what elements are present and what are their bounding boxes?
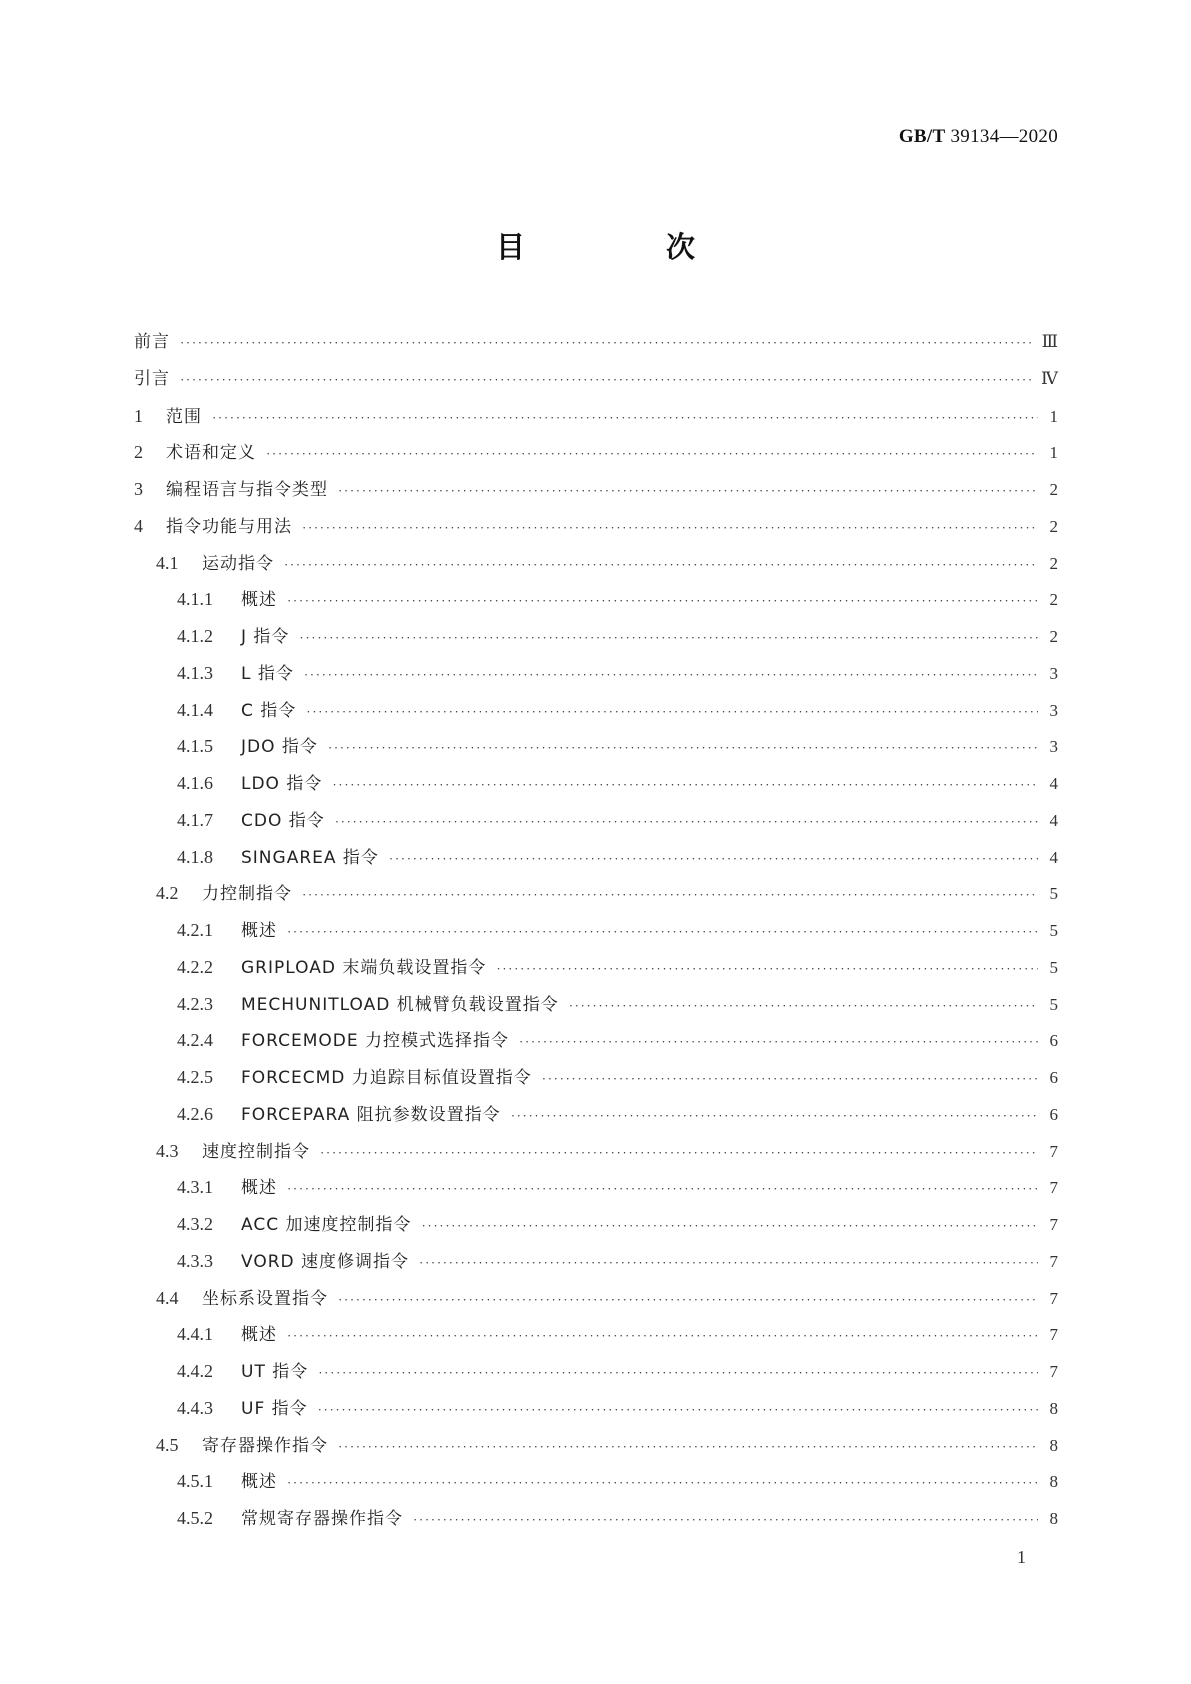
toc-entry-page: 5 — [1049, 884, 1058, 904]
toc-leader-dots — [335, 804, 1038, 841]
toc-entry-page: 4 — [1049, 847, 1058, 867]
toc-leader-dots — [496, 951, 1038, 988]
toc-leader-dots — [306, 694, 1038, 731]
toc-entry-title: FORCEPARA 阻抗参数设置指令 — [241, 1104, 501, 1125]
toc-entry-number: 4.2.3 — [177, 993, 213, 1014]
toc-entry[interactable] — [134, 692, 1058, 729]
toc-entry-title: FORCECMD 力追踪目标值设置指令 — [241, 1068, 532, 1088]
toc-entry-title: 引言 — [134, 368, 170, 389]
toc-entry-page: Ⅳ — [1041, 368, 1058, 388]
toc-entry-page: 5 — [1049, 957, 1058, 977]
toc-leader-dots — [266, 436, 1038, 473]
toc-entry-page: 3 — [1049, 700, 1058, 720]
toc-leader-dots — [419, 1245, 1038, 1282]
toc-entry-title: FORCEMODE 力控模式选择指令 — [241, 1031, 510, 1052]
toc-leader-dots — [338, 473, 1038, 510]
toc-entry-number: 4.2.4 — [177, 1030, 213, 1051]
toc-entry[interactable] — [134, 1390, 1058, 1427]
toc-leader-dots — [542, 1061, 1038, 1098]
toc-entry-number: 4.1.5 — [177, 736, 213, 757]
toc-entry[interactable] — [134, 434, 1058, 471]
toc-entry-number: 4.5 — [156, 1434, 179, 1455]
toc-entry-title: C 指令 — [241, 700, 297, 721]
toc-entry-title: J 指令 — [241, 627, 290, 647]
toc-entry-title: 概述 — [241, 1325, 277, 1346]
toc-entry[interactable] — [134, 1463, 1058, 1500]
toc-entry-page: 2 — [1049, 627, 1058, 646]
toc-entry-title: 概述 — [241, 921, 277, 941]
page-number: 1 — [1017, 1547, 1026, 1567]
toc-entry-page: 7 — [1049, 1215, 1058, 1234]
toc-leader-dots — [180, 325, 1034, 362]
toc-entry-page: 6 — [1049, 1068, 1058, 1087]
toc-entry-number: 4.5.1 — [177, 1471, 213, 1492]
toc-leader-dots — [284, 547, 1038, 584]
toc-entry-page: 3 — [1049, 663, 1058, 683]
toc-entry[interactable] — [134, 1096, 1058, 1133]
toc-title: 目 次 — [495, 230, 751, 264]
toc-entry[interactable] — [134, 1059, 1058, 1096]
standard-number: 39134—2020 — [950, 126, 1058, 147]
toc-entry-page: 8 — [1049, 1435, 1058, 1455]
toc-entry-number: 3 — [134, 479, 143, 499]
toc-entry-number: 4.4.1 — [177, 1324, 213, 1345]
toc-leader-dots — [318, 1355, 1038, 1392]
toc-leader-dots — [421, 1208, 1038, 1245]
toc-entry-title: 速度控制指令 — [202, 1141, 310, 1162]
toc-entry[interactable] — [134, 875, 1058, 912]
toc-leader-dots — [338, 1429, 1038, 1466]
toc-entry[interactable] — [134, 324, 1058, 361]
toc-entry-title: JDO 指令 — [241, 737, 318, 758]
toc-leader-dots — [287, 1465, 1038, 1502]
toc-entry-title: 概述 — [241, 590, 277, 611]
toc-entry-title: SINGAREA 指令 — [241, 847, 379, 868]
toc-entry[interactable] — [134, 508, 1058, 545]
toc-entry-title: CDO 指令 — [241, 810, 325, 831]
toc-entry-number: 4.1.3 — [177, 662, 213, 683]
toc-entry-page: 7 — [1049, 1288, 1058, 1308]
toc-entry-number: 4.1.4 — [177, 699, 213, 720]
toc-entry[interactable] — [134, 398, 1058, 435]
toc-entry[interactable] — [134, 1206, 1058, 1243]
toc-entry-page: 2 — [1049, 590, 1058, 610]
toc-entry-page: 2 — [1049, 516, 1058, 536]
toc-entry-page: 8 — [1049, 1472, 1058, 1492]
toc-entry-page: 2 — [1049, 553, 1058, 573]
toc-entry[interactable] — [134, 618, 1058, 655]
toc-entry-number: 4.4.2 — [177, 1361, 213, 1381]
toc-entry[interactable] — [134, 545, 1058, 582]
toc-entry-page: 1 — [1049, 406, 1058, 426]
toc-entry-page: 1 — [1049, 443, 1058, 463]
toc-entry-page: 7 — [1049, 1251, 1058, 1271]
toc-entry[interactable] — [134, 471, 1058, 508]
toc-entry-page: 7 — [1049, 1325, 1058, 1345]
toc-entry-title: MECHUNITLOAD 机械臂负载设置指令 — [241, 994, 559, 1015]
toc-entry-title: 常规寄存器操作指令 — [241, 1509, 403, 1529]
toc-entry-page: 4 — [1049, 774, 1058, 793]
toc-entry-number: 4.1.6 — [177, 773, 213, 793]
toc-leader-dots — [413, 1502, 1038, 1539]
toc-entry[interactable] — [134, 728, 1058, 765]
toc-leader-dots — [287, 1318, 1038, 1355]
toc-entry[interactable] — [134, 1427, 1058, 1464]
toc-entry-number: 4.3 — [156, 1140, 179, 1161]
toc-entry-number: 4.2 — [156, 883, 179, 904]
toc-entry[interactable] — [134, 1133, 1058, 1170]
toc-entry-number: 4.1 — [156, 552, 179, 573]
toc-entry-number: 2 — [134, 442, 143, 463]
toc-entry-number: 4.1.2 — [177, 626, 213, 646]
toc-entry-number: 4.2.5 — [177, 1067, 213, 1087]
toc-entry[interactable] — [134, 949, 1058, 986]
toc-entry-page: 4 — [1049, 810, 1058, 830]
toc-entry[interactable] — [134, 1169, 1058, 1206]
toc-entry-page: 8 — [1049, 1509, 1058, 1528]
toc-entry-title: 坐标系设置指令 — [202, 1288, 328, 1309]
toc-entry-number: 4.1.7 — [177, 809, 213, 830]
toc-entry-title: 编程语言与指令类型 — [166, 480, 328, 500]
toc-leader-dots — [511, 1098, 1038, 1135]
toc-entry-title: 前言 — [134, 332, 170, 352]
toc-entry-page: 5 — [1049, 921, 1058, 940]
toc-entry-number: 4.4 — [156, 1287, 179, 1308]
toc-entry-number: 4.3.3 — [177, 1250, 213, 1271]
toc-entry[interactable] — [134, 765, 1058, 802]
toc-leader-dots — [180, 362, 1033, 399]
toc-entry-title: ACC 加速度控制指令 — [241, 1215, 412, 1235]
toc-leader-dots — [338, 1282, 1038, 1319]
toc-leader-dots — [287, 914, 1038, 951]
toc-entry-number: 4.3.2 — [177, 1214, 213, 1234]
toc-entry[interactable] — [134, 1353, 1058, 1390]
toc-leader-dots — [302, 510, 1038, 547]
toc-entry-title: UT 指令 — [241, 1362, 309, 1382]
toc-leader-dots — [332, 767, 1038, 804]
toc-entry[interactable] — [134, 655, 1058, 692]
toc-entry-page: 5 — [1049, 994, 1058, 1014]
toc-entry[interactable] — [134, 1243, 1058, 1280]
toc-entry-title: GRIPLOAD 末端负载设置指令 — [241, 957, 487, 978]
toc-entry-title: UF 指令 — [241, 1398, 308, 1419]
toc-entry[interactable] — [134, 986, 1058, 1023]
toc-entry-number: 4.5.2 — [177, 1508, 213, 1528]
toc-entry-title: 力控制指令 — [202, 884, 292, 905]
toc-entry[interactable] — [134, 912, 1058, 949]
toc-entry-title: 概述 — [241, 1472, 277, 1493]
toc-entry-title: 寄存器操作指令 — [202, 1435, 328, 1456]
toc-leader-dots — [569, 988, 1038, 1025]
toc-entry-page: 7 — [1049, 1362, 1058, 1381]
toc-entry-number: 4.2.1 — [177, 920, 213, 940]
toc-entry-number: 4.1.8 — [177, 846, 213, 867]
toc-entry-page: Ⅲ — [1041, 332, 1058, 351]
toc-entry-page: 3 — [1049, 737, 1058, 757]
toc-leader-dots — [302, 877, 1038, 914]
toc-entry[interactable] — [134, 1500, 1058, 1537]
toc-entry-title: 范围 — [166, 406, 202, 427]
toc-entry[interactable] — [134, 581, 1058, 618]
toc-leader-dots — [287, 1171, 1038, 1208]
standard-code: GB/T — [898, 126, 946, 147]
toc-entry-title: VORD 速度修调指令 — [241, 1251, 410, 1272]
toc-leader-dots — [304, 657, 1038, 694]
toc-entry-number: 1 — [134, 405, 143, 426]
toc-entry-number: 4.2.6 — [177, 1103, 213, 1124]
toc-leader-dots — [299, 620, 1038, 657]
toc-entry-title: 术语和定义 — [166, 443, 256, 464]
toc-entry-number: 4.1.1 — [177, 589, 213, 610]
toc-entry-title: LDO 指令 — [241, 774, 323, 794]
standard-header — [899, 126, 1058, 148]
toc-leader-dots — [328, 730, 1038, 767]
toc-leader-dots — [320, 1135, 1038, 1172]
toc-entry-number: 4.2.2 — [177, 956, 213, 977]
toc-entry[interactable] — [134, 1022, 1058, 1059]
toc-entry-title: L 指令 — [241, 663, 294, 684]
toc-entry-page: 8 — [1049, 1398, 1058, 1418]
toc-entry[interactable] — [134, 361, 1058, 398]
table-of-contents — [134, 324, 1058, 1537]
toc-entry-title: 概述 — [241, 1178, 277, 1199]
toc-leader-dots — [389, 841, 1038, 878]
toc-entry[interactable] — [134, 1316, 1058, 1353]
toc-entry-number: 4 — [134, 515, 143, 536]
toc-entry-page: 2 — [1049, 480, 1058, 499]
toc-entry[interactable] — [134, 1280, 1058, 1317]
toc-entry[interactable] — [134, 839, 1058, 876]
toc-leader-dots — [519, 1024, 1038, 1061]
toc-entry-page: 7 — [1049, 1178, 1058, 1198]
toc-entry-number: 4.4.3 — [177, 1397, 213, 1418]
toc-entry-title: 指令功能与用法 — [166, 516, 292, 537]
toc-leader-dots — [318, 1392, 1038, 1429]
toc-entry-page: 6 — [1049, 1104, 1058, 1124]
toc-entry[interactable] — [134, 802, 1058, 839]
toc-entry-page: 6 — [1049, 1031, 1058, 1051]
toc-entry-page: 7 — [1049, 1141, 1058, 1161]
toc-entry-number: 4.3.1 — [177, 1177, 213, 1198]
toc-leader-dots — [212, 400, 1038, 437]
toc-entry-title: 运动指令 — [202, 553, 274, 574]
toc-leader-dots — [287, 583, 1038, 620]
